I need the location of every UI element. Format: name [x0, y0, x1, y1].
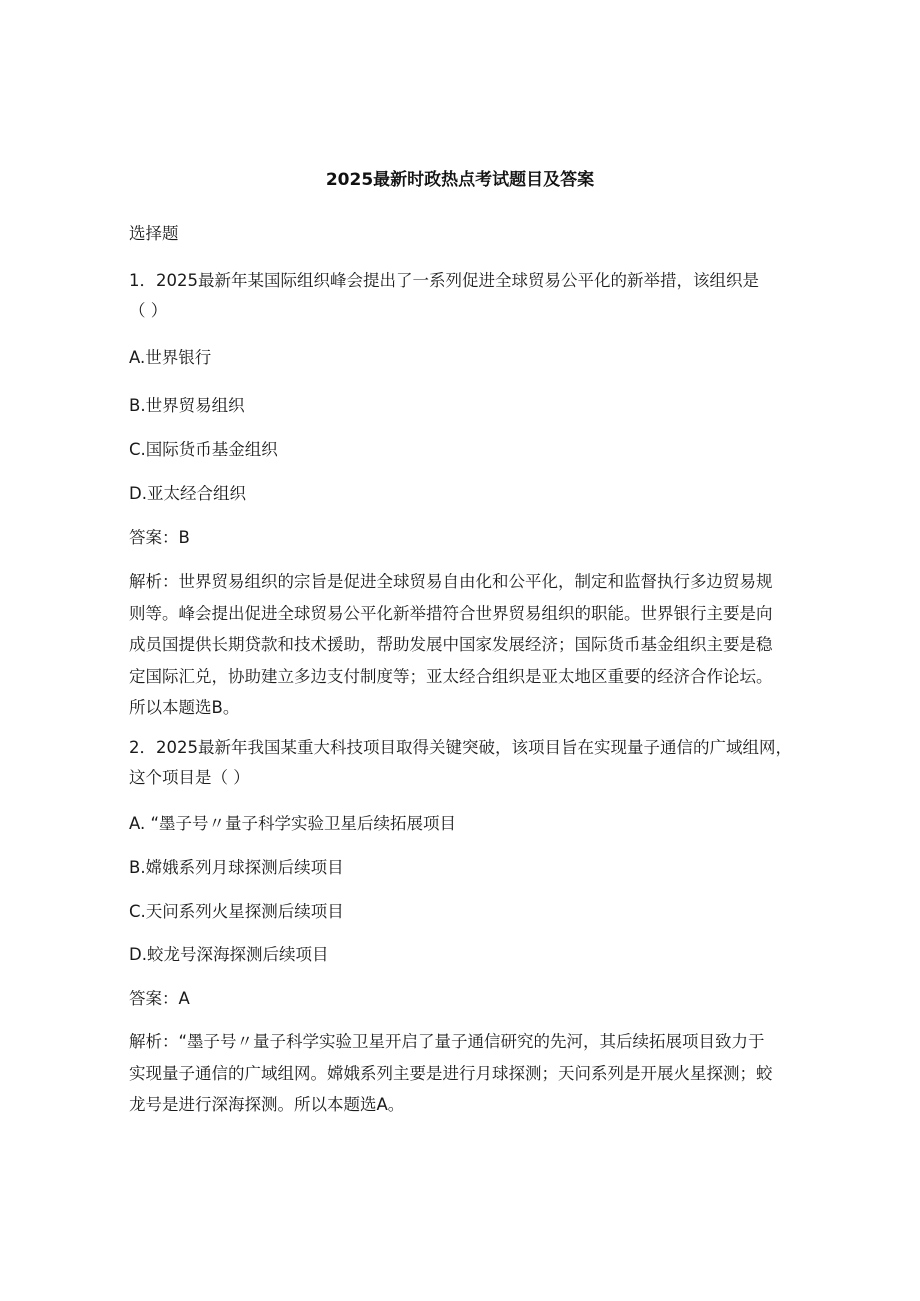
- question-2-option-d: D.蛟龙号深海探测后续项目: [129, 945, 329, 964]
- question-1-stem-line-2: （ ）: [129, 301, 168, 320]
- question-1-option-d: D.亚太经合组织: [129, 484, 246, 503]
- question-2-stem-line-1: 2．2025最新年我国某重大科技项目取得关键突破，该项目旨在实现量子通信的广域组网，: [129, 738, 792, 757]
- question-2-answer: 答案：A: [129, 989, 190, 1008]
- question-1-stem-line-1: 1．2025最新年某国际组织峰会提出了一系列促进全球贸易公平化的新举措，该组织是: [129, 271, 759, 290]
- question-1-answer: 答案：B: [129, 528, 190, 547]
- question-1-option-c: C.国际货币基金组织: [129, 440, 278, 459]
- question-2-option-a: A. “墨子号〃量子科学实验卫星后续拓展项目: [129, 814, 457, 833]
- question-1-option-b: B.世界贸易组织: [129, 396, 245, 415]
- question-2-stem-line-2: 这个项目是（ ）: [129, 768, 250, 787]
- question-2-option-c: C.天问系列火星探测后续项目: [129, 902, 344, 921]
- document-title: 2025最新时政热点考试题目及答案: [325, 170, 595, 190]
- question-1-analysis: 解析：世界贸易组织的宗旨是促进全球贸易自由化和公平化，制定和监督执行多边贸易规 则等。峰会提出促进全球贸易公平化新举措符合世界贸易组织的职能。世界银行主要是向 成员国提供长期贷款和技术援助，帮助发展中国家发展经济；国际货币基金组织主要是稳 定国际汇兑，协助建立多边支付制度等；亚太经合组织是亚太地区重要的经济合作论坛。 所以本题选B。: [129, 572, 773, 717]
- question-2-option-b: B.嫦娥系列月球探测后续项目: [129, 858, 344, 877]
- question-1-option-a: A.世界银行: [129, 348, 212, 367]
- question-2-analysis: 解析：“墨子号〃量子科学实验卫星开启了量子通信研究的先河，其后续拓展项目致力于 实现量子通信的广域组网。嫦娥系列主要是进行月球探测；天问系列是开展火星探测；蛟 龙号是进行深海探测。所以本题选A。: [129, 1032, 773, 1114]
- section-heading: 选择题: [129, 224, 179, 243]
